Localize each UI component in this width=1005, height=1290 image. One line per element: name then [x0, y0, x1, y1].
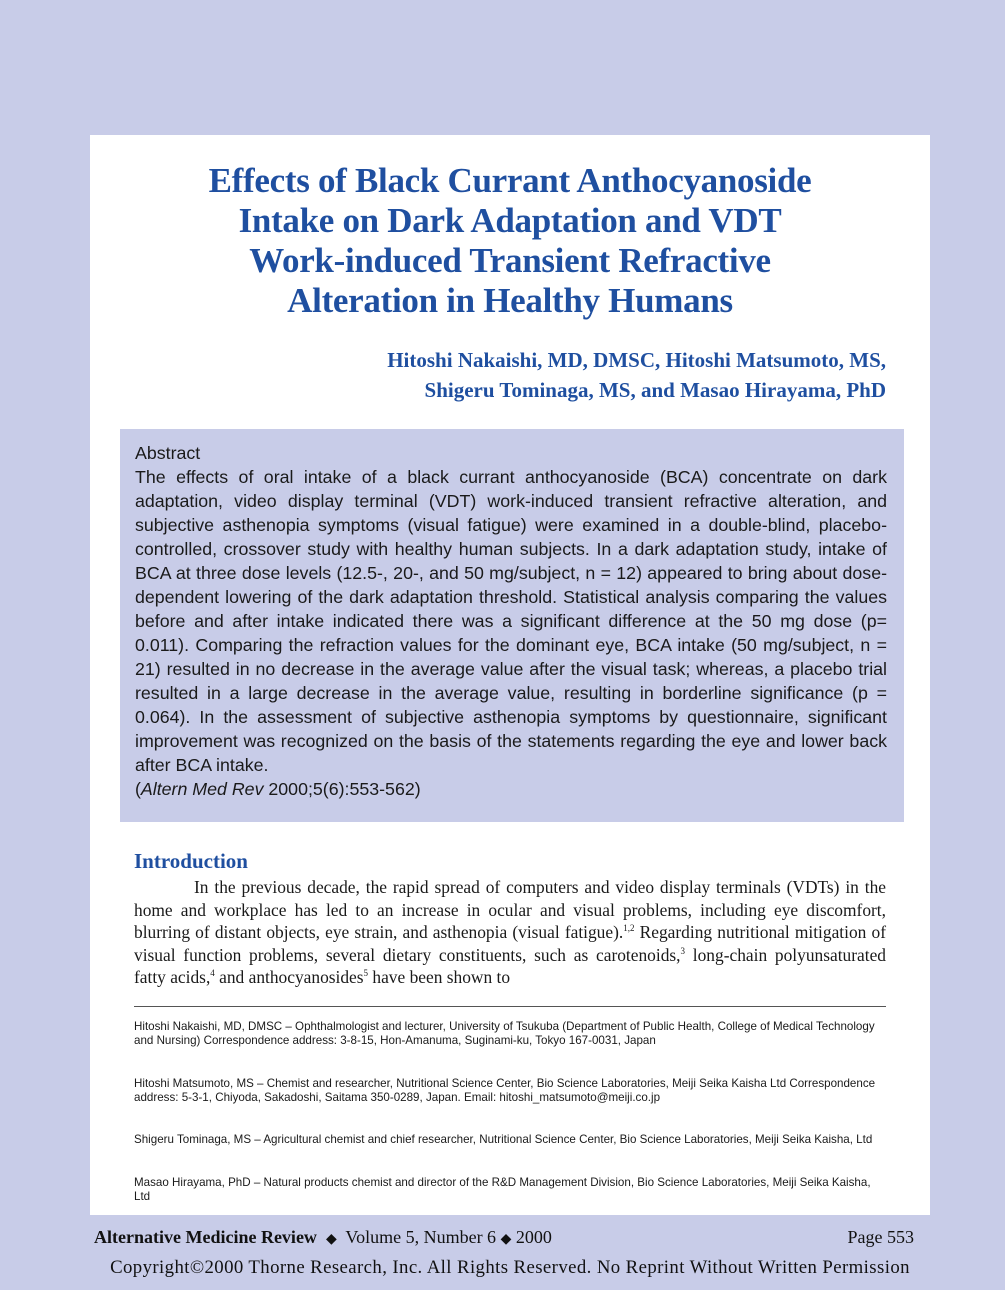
footnote-matsumoto: Hitoshi Matsumoto, MS – Chemist and researcher, Nutritional Science Center, Bio Science Laboratories, Meiji Seika Kaisha Ltd Correspondence address: 5-3-1, Chiyoda, Sakadoshi, Saitama 350-0289, Japan. Email: hitoshi_matsumoto@meiji.co.jp: [134, 1077, 876, 1105]
reference-5: 5: [363, 968, 369, 979]
footnote-divider: [134, 1006, 886, 1007]
footer-separator-2: ◆: [500, 1232, 512, 1247]
authors-line-1: Hitoshi Nakaishi, MD, DMSC, Hitoshi Matsumoto, MS,: [387, 348, 886, 372]
page-number: Page 553: [847, 1227, 914, 1247]
reference-3: 3: [680, 945, 686, 956]
title-line-1: Effects of Black Currant Anthocyanoside: [208, 161, 812, 200]
footnote-nakaishi: Hitoshi Nakaishi, MD, DMSC – Ophthalmologist and lecturer, University of Tsukuba (Department of Public Health, College of Medical Technology and Nursing) Correspondence address: 3-8-15, Hon-Amanuma, Suginami-ku, Tokyo 167-0031, Japan: [134, 1020, 875, 1048]
copyright-notice: Copyright©2000 Thorne Research, Inc. All Rights Reserved. No Reprint Without Written Permission: [110, 1257, 910, 1278]
title-line-4: Alteration in Healthy Humans: [287, 281, 733, 320]
abstract-body: The effects of oral intake of a black currant anthocyanoside (BCA) concentrate on dark adaptation, video display terminal (VDT) work-induced transient refractive alteration, and subjective asthenopia symptoms (visual fatigue) were examined in a double-blind, placebo-controlled, crossover study with healthy human subjects. In a dark adaptation study, intake of BCA at three dose levels (12.5-, 20-, and 50 mg/subject, n = 12) appeared to bring about dose-dependent lowering of the dark adaptation threshold. Statistical analysis comparing the values before and after intake indicated there was a significant difference at the 50 mg dose (p= 0.011). Comparing the refraction values for the dominant eye, BCA intake (50 mg/subject, n = 21) resulted in no decrease in the average value after the visual task; whereas, a placebo trial resulted in a large decrease in the average value, resulting in borderline significance (p = 0.064). In the assessment of subjective asthenopia symptoms by questionnaire, significant improvement was recognized on the basis of the statements regarding the eye and lower back after BCA intake.: [135, 467, 887, 775]
article-title: [90, 161, 930, 321]
abstract-box: [120, 429, 904, 822]
citation-open: (: [135, 779, 141, 799]
intro-text-4: and anthocyanosides: [214, 967, 364, 988]
article-page: [90, 135, 930, 1215]
citation-rest: 2000;5(6):553-562): [263, 779, 421, 799]
reference-1-2: 1,2: [623, 923, 635, 934]
journal-year: 2000: [515, 1227, 552, 1247]
abstract-content: [135, 441, 887, 801]
footnote-tominaga: Shigeru Tominaga, MS – Agricultural chemist and chief researcher, Nutritional Science Center, Bio Science Laboratories, Meiji Seika Kaisha, Ltd: [134, 1133, 873, 1146]
journal-volume: Volume 5, Number 6: [345, 1227, 497, 1247]
abstract-citation: [135, 777, 887, 801]
footer-separator-1: ◆: [325, 1232, 337, 1247]
title-line-2: Intake on Dark Adaptation and VDT: [238, 201, 782, 240]
citation-journal: Altern Med Rev: [140, 779, 264, 799]
author-list: [387, 345, 886, 405]
authors-line-2: Shigeru Tominaga, MS, and Masao Hirayama, PhD: [424, 378, 886, 402]
reference-4: 4: [210, 968, 215, 979]
footnote-hirayama: Masao Hirayama, PhD – Natural products chemist and director of the R&D Management Division, Bio Science Laboratories, Meiji Seika Kaisha, Ltd: [134, 1176, 871, 1204]
introduction-heading: Introduction: [134, 849, 248, 873]
abstract-heading: Abstract: [135, 443, 201, 463]
journal-footer: [94, 1227, 914, 1248]
intro-text-2: Regarding nutritional mitigation of visual function problems, several dietary constituents, such as carotenoids,: [134, 922, 886, 965]
intro-text-5: have been shown to: [368, 967, 511, 988]
journal-name: Alternative Medicine Review: [94, 1227, 317, 1247]
intro-text-1: In the previous decade, the rapid spread of computers and video display terminals (VDTs) in the home and workplace has led to an increase in ocular and visual problems, including eye discomfort, blurring of distant objects, eye strain, and asthenopia (visual fatigue).: [134, 877, 886, 943]
introduction-paragraph: [134, 876, 886, 989]
intro-text-3: long-chain polyunsaturated fatty acids,: [134, 944, 886, 988]
introduction-text: [134, 876, 886, 989]
title-line-3: Work-induced Transient Refractive: [249, 241, 771, 280]
